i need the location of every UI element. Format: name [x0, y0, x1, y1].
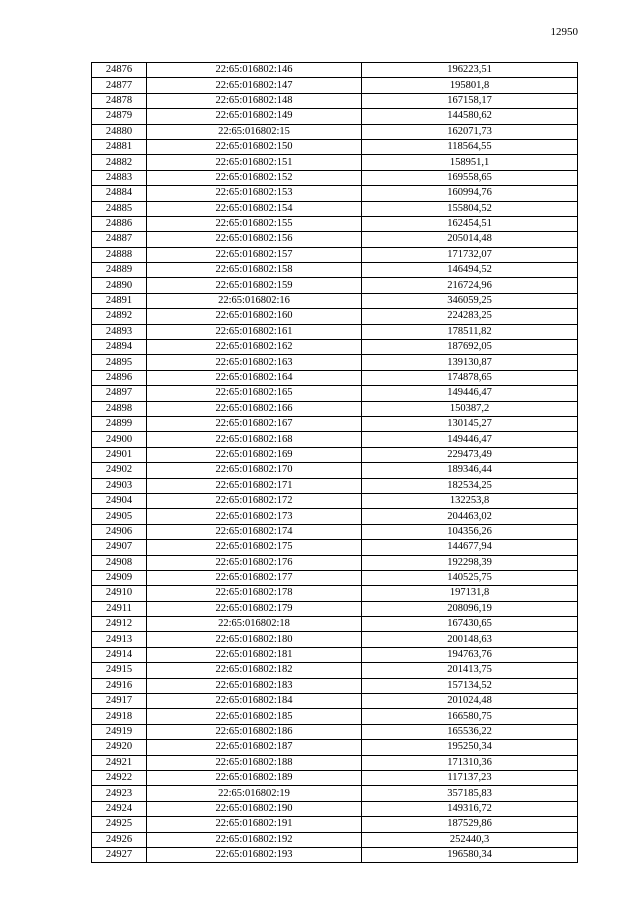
value-cell: 130145,27: [362, 416, 578, 431]
row-number-cell: 24886: [92, 216, 147, 231]
value-cell: 139130,87: [362, 355, 578, 370]
cadastral-number-cell: 22:65:016802:161: [147, 324, 362, 339]
value-cell: 149316,72: [362, 801, 578, 816]
table-row: [92, 570, 578, 585]
value-cell: 357185,83: [362, 786, 578, 801]
table-row: [92, 447, 578, 462]
cadastral-number-cell: 22:65:016802:148: [147, 93, 362, 108]
cadastral-number-cell: 22:65:016802:151: [147, 155, 362, 170]
cadastral-number-cell: 22:65:016802:162: [147, 340, 362, 355]
row-number-cell: 24923: [92, 786, 147, 801]
table-row: [92, 355, 578, 370]
table-row: [92, 724, 578, 739]
cadastral-number-cell: 22:65:016802:171: [147, 478, 362, 493]
row-number-cell: 24914: [92, 647, 147, 662]
row-number-cell: 24902: [92, 463, 147, 478]
cadastral-number-cell: 22:65:016802:146: [147, 63, 362, 78]
table-row: [92, 801, 578, 816]
cadastral-number-cell: 22:65:016802:185: [147, 709, 362, 724]
value-cell: 195801,8: [362, 78, 578, 93]
table-body: [92, 63, 578, 863]
row-number-cell: 24905: [92, 509, 147, 524]
table-row: [92, 647, 578, 662]
value-cell: 117137,23: [362, 770, 578, 785]
value-cell: 187692,05: [362, 340, 578, 355]
cadastral-number-cell: 22:65:016802:181: [147, 647, 362, 662]
cadastral-number-cell: 22:65:016802:192: [147, 832, 362, 847]
cadastral-number-cell: 22:65:016802:170: [147, 463, 362, 478]
table-row: [92, 263, 578, 278]
table-row: [92, 386, 578, 401]
value-cell: 182534,25: [362, 478, 578, 493]
cadastral-number-cell: 22:65:016802:169: [147, 447, 362, 462]
row-number-cell: 24924: [92, 801, 147, 816]
cadastral-number-cell: 22:65:016802:174: [147, 524, 362, 539]
cadastral-number-cell: 22:65:016802:178: [147, 586, 362, 601]
table-row: [92, 78, 578, 93]
row-number-cell: 24909: [92, 570, 147, 585]
row-number-cell: 24890: [92, 278, 147, 293]
cadastral-number-cell: 22:65:016802:168: [147, 432, 362, 447]
table-row: [92, 63, 578, 78]
cadastral-number-cell: 22:65:016802:187: [147, 740, 362, 755]
cadastral-number-cell: 22:65:016802:154: [147, 201, 362, 216]
cadastral-number-cell: 22:65:016802:19: [147, 786, 362, 801]
table-row: [92, 524, 578, 539]
table-row: [92, 324, 578, 339]
table-row: [92, 586, 578, 601]
table-row: [92, 847, 578, 862]
table-row: [92, 139, 578, 154]
row-number-cell: 24893: [92, 324, 147, 339]
value-cell: 187529,86: [362, 817, 578, 832]
row-number-cell: 24927: [92, 847, 147, 862]
row-number-cell: 24903: [92, 478, 147, 493]
table-row: [92, 124, 578, 139]
row-number-cell: 24887: [92, 232, 147, 247]
table-row: [92, 432, 578, 447]
table-row: [92, 617, 578, 632]
cadastral-number-cell: 22:65:016802:173: [147, 509, 362, 524]
table-row: [92, 232, 578, 247]
row-number-cell: 24895: [92, 355, 147, 370]
value-cell: 158951,1: [362, 155, 578, 170]
value-cell: 162454,51: [362, 216, 578, 231]
row-number-cell: 24906: [92, 524, 147, 539]
cadastral-number-cell: 22:65:016802:155: [147, 216, 362, 231]
table-row: [92, 601, 578, 616]
cadastral-number-cell: 22:65:016802:165: [147, 386, 362, 401]
table-row: [92, 401, 578, 416]
row-number-cell: 24885: [92, 201, 147, 216]
cadastral-number-cell: 22:65:016802:157: [147, 247, 362, 262]
row-number-cell: 24901: [92, 447, 147, 462]
cadastral-number-cell: 22:65:016802:160: [147, 309, 362, 324]
value-cell: 194763,76: [362, 647, 578, 662]
row-number-cell: 24899: [92, 416, 147, 431]
value-cell: 118564,55: [362, 139, 578, 154]
value-cell: 160994,76: [362, 186, 578, 201]
value-cell: 167430,65: [362, 617, 578, 632]
row-number-cell: 24881: [92, 139, 147, 154]
row-number-cell: 24921: [92, 755, 147, 770]
value-cell: 144677,94: [362, 540, 578, 555]
value-cell: 192298,39: [362, 555, 578, 570]
cadastral-number-cell: 22:65:016802:16: [147, 293, 362, 308]
value-cell: 229473,49: [362, 447, 578, 462]
value-cell: 165536,22: [362, 724, 578, 739]
table-row: [92, 309, 578, 324]
row-number-cell: 24911: [92, 601, 147, 616]
value-cell: 201413,75: [362, 663, 578, 678]
row-number-cell: 24883: [92, 170, 147, 185]
cadastral-number-cell: 22:65:016802:15: [147, 124, 362, 139]
row-number-cell: 24888: [92, 247, 147, 262]
table-row: [92, 155, 578, 170]
table-row: [92, 755, 578, 770]
row-number-cell: 24896: [92, 370, 147, 385]
table-row: [92, 770, 578, 785]
table-row: [92, 370, 578, 385]
table-row: [92, 278, 578, 293]
cadastral-number-cell: 22:65:016802:149: [147, 109, 362, 124]
cadastral-number-cell: 22:65:016802:166: [147, 401, 362, 416]
row-number-cell: 24907: [92, 540, 147, 555]
table-row: [92, 740, 578, 755]
table-row: [92, 555, 578, 570]
row-number-cell: 24917: [92, 694, 147, 709]
table-row: [92, 170, 578, 185]
table-row: [92, 786, 578, 801]
cadastral-number-cell: 22:65:016802:176: [147, 555, 362, 570]
value-cell: 346059,25: [362, 293, 578, 308]
cadastral-number-cell: 22:65:016802:189: [147, 770, 362, 785]
value-cell: 166580,75: [362, 709, 578, 724]
cadastral-number-cell: 22:65:016802:152: [147, 170, 362, 185]
value-cell: 155804,52: [362, 201, 578, 216]
cadastral-number-cell: 22:65:016802:150: [147, 139, 362, 154]
registry-table: [91, 62, 578, 863]
cadastral-number-cell: 22:65:016802:188: [147, 755, 362, 770]
value-cell: 200148,63: [362, 632, 578, 647]
cadastral-number-cell: 22:65:016802:158: [147, 263, 362, 278]
cadastral-number-cell: 22:65:016802:167: [147, 416, 362, 431]
cadastral-number-cell: 22:65:016802:190: [147, 801, 362, 816]
row-number-cell: 24925: [92, 817, 147, 832]
table-row: [92, 416, 578, 431]
table-row: [92, 109, 578, 124]
row-number-cell: 24892: [92, 309, 147, 324]
table-row: [92, 463, 578, 478]
row-number-cell: 24912: [92, 617, 147, 632]
row-number-cell: 24882: [92, 155, 147, 170]
row-number-cell: 24926: [92, 832, 147, 847]
row-number-cell: 24915: [92, 663, 147, 678]
table-row: [92, 493, 578, 508]
row-number-cell: 24880: [92, 124, 147, 139]
row-number-cell: 24897: [92, 386, 147, 401]
value-cell: 205014,48: [362, 232, 578, 247]
cadastral-number-cell: 22:65:016802:182: [147, 663, 362, 678]
cadastral-number-cell: 22:65:016802:191: [147, 817, 362, 832]
row-number-cell: 24894: [92, 340, 147, 355]
cadastral-number-cell: 22:65:016802:159: [147, 278, 362, 293]
cadastral-number-cell: 22:65:016802:186: [147, 724, 362, 739]
cadastral-number-cell: 22:65:016802:147: [147, 78, 362, 93]
value-cell: 204463,02: [362, 509, 578, 524]
row-number-cell: 24916: [92, 678, 147, 693]
value-cell: 104356,26: [362, 524, 578, 539]
value-cell: 132253,8: [362, 493, 578, 508]
table-row: [92, 678, 578, 693]
row-number-cell: 24891: [92, 293, 147, 308]
page-number: 12950: [550, 26, 578, 38]
row-number-cell: 24920: [92, 740, 147, 755]
row-number-cell: 24884: [92, 186, 147, 201]
row-number-cell: 24876: [92, 63, 147, 78]
table-row: [92, 817, 578, 832]
value-cell: 252440,3: [362, 832, 578, 847]
row-number-cell: 24898: [92, 401, 147, 416]
value-cell: 162071,73: [362, 124, 578, 139]
value-cell: 149446,47: [362, 386, 578, 401]
value-cell: 174878,65: [362, 370, 578, 385]
cadastral-number-cell: 22:65:016802:172: [147, 493, 362, 508]
value-cell: 146494,52: [362, 263, 578, 278]
row-number-cell: 24904: [92, 493, 147, 508]
table-row: [92, 186, 578, 201]
value-cell: 171732,07: [362, 247, 578, 262]
value-cell: 195250,34: [362, 740, 578, 755]
table-row: [92, 216, 578, 231]
cadastral-number-cell: 22:65:016802:164: [147, 370, 362, 385]
cadastral-number-cell: 22:65:016802:156: [147, 232, 362, 247]
table-row: [92, 832, 578, 847]
row-number-cell: 24918: [92, 709, 147, 724]
value-cell: 189346,44: [362, 463, 578, 478]
value-cell: 196223,51: [362, 63, 578, 78]
value-cell: 169558,65: [362, 170, 578, 185]
row-number-cell: 24878: [92, 93, 147, 108]
value-cell: 150387,2: [362, 401, 578, 416]
value-cell: 140525,75: [362, 570, 578, 585]
table-row: [92, 694, 578, 709]
cadastral-number-cell: 22:65:016802:175: [147, 540, 362, 555]
table-row: [92, 663, 578, 678]
table-row: [92, 540, 578, 555]
cadastral-number-cell: 22:65:016802:183: [147, 678, 362, 693]
table-row: [92, 247, 578, 262]
table-row: [92, 632, 578, 647]
value-cell: 208096,19: [362, 601, 578, 616]
cadastral-number-cell: 22:65:016802:179: [147, 601, 362, 616]
cadastral-number-cell: 22:65:016802:153: [147, 186, 362, 201]
value-cell: 216724,96: [362, 278, 578, 293]
cadastral-number-cell: 22:65:016802:163: [147, 355, 362, 370]
row-number-cell: 24922: [92, 770, 147, 785]
value-cell: 224283,25: [362, 309, 578, 324]
value-cell: 171310,36: [362, 755, 578, 770]
row-number-cell: 24877: [92, 78, 147, 93]
table-row: [92, 340, 578, 355]
value-cell: 157134,52: [362, 678, 578, 693]
value-cell: 149446,47: [362, 432, 578, 447]
row-number-cell: 24889: [92, 263, 147, 278]
table-row: [92, 293, 578, 308]
row-number-cell: 24879: [92, 109, 147, 124]
table-row: [92, 478, 578, 493]
value-cell: 178511,82: [362, 324, 578, 339]
row-number-cell: 24908: [92, 555, 147, 570]
value-cell: 201024,48: [362, 694, 578, 709]
value-cell: 197131,8: [362, 586, 578, 601]
table-row: [92, 93, 578, 108]
value-cell: 167158,17: [362, 93, 578, 108]
value-cell: 144580,62: [362, 109, 578, 124]
row-number-cell: 24913: [92, 632, 147, 647]
table-row: [92, 709, 578, 724]
row-number-cell: 24910: [92, 586, 147, 601]
table-row: [92, 509, 578, 524]
cadastral-number-cell: 22:65:016802:177: [147, 570, 362, 585]
cadastral-number-cell: 22:65:016802:18: [147, 617, 362, 632]
value-cell: 196580,34: [362, 847, 578, 862]
cadastral-number-cell: 22:65:016802:184: [147, 694, 362, 709]
table-row: [92, 201, 578, 216]
cadastral-number-cell: 22:65:016802:180: [147, 632, 362, 647]
row-number-cell: 24900: [92, 432, 147, 447]
row-number-cell: 24919: [92, 724, 147, 739]
cadastral-number-cell: 22:65:016802:193: [147, 847, 362, 862]
